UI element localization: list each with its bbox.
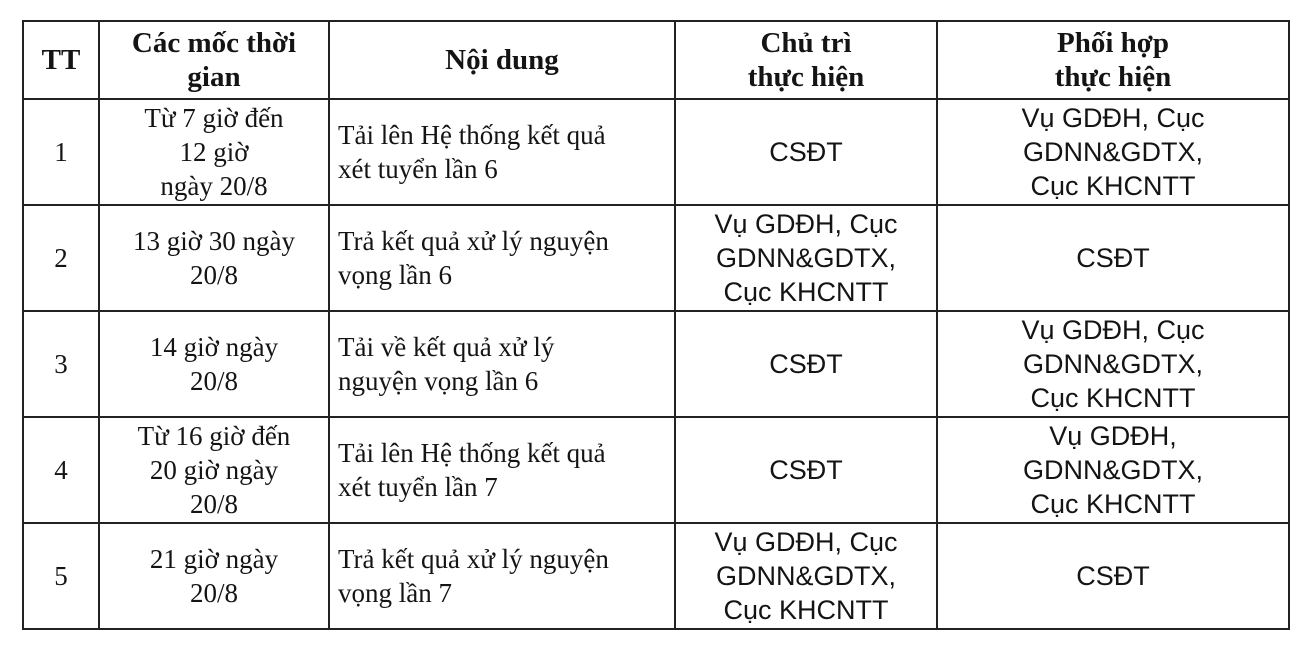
cell-content bbox=[329, 311, 675, 417]
cell-tt-text: 4 bbox=[54, 455, 68, 485]
cell-tt bbox=[23, 205, 99, 311]
cell-lead-line: Vụ GDĐH, Cục bbox=[714, 209, 898, 239]
cell-lead-line: CSĐT bbox=[769, 455, 843, 485]
cell-coop-line: GDNN&GDTX, bbox=[1022, 137, 1203, 167]
cell-time-line: Từ 16 giờ đến bbox=[137, 421, 291, 451]
cell-lead bbox=[675, 205, 937, 311]
cell-coop bbox=[937, 205, 1289, 311]
schedule-table bbox=[22, 20, 1290, 630]
cell-coop-line: Cục KHCNTT bbox=[1030, 489, 1196, 519]
header-time: Các mốc thời gian bbox=[99, 21, 329, 99]
cell-coop bbox=[937, 523, 1289, 629]
cell-time bbox=[99, 205, 329, 311]
cell-content-line: Tải về kết quả xử lý bbox=[338, 332, 555, 362]
cell-coop bbox=[937, 99, 1289, 205]
cell-time-line: 20/8 bbox=[189, 489, 238, 519]
cell-time-line: 20/8 bbox=[189, 260, 238, 290]
cell-content-line: Tải lên Hệ thống kết quả bbox=[338, 120, 606, 150]
header-lead: Chủ trì thực hiện bbox=[675, 21, 937, 99]
cell-lead-line: GDNN&GDTX, bbox=[715, 561, 896, 591]
cell-time-line: 20/8 bbox=[189, 366, 238, 396]
cell-time bbox=[99, 523, 329, 629]
cell-coop-line: Cục KHCNTT bbox=[1030, 171, 1196, 201]
table-row bbox=[23, 205, 1289, 311]
cell-lead bbox=[675, 99, 937, 205]
cell-lead bbox=[675, 311, 937, 417]
cell-lead bbox=[675, 417, 937, 523]
cell-time-line: 20 giờ ngày bbox=[149, 455, 279, 485]
header-tt: TT bbox=[23, 21, 99, 99]
cell-coop-line: GDNN&GDTX, bbox=[1022, 349, 1203, 379]
table-body bbox=[23, 99, 1289, 629]
header-coop: Phối hợp thực hiện bbox=[937, 21, 1289, 99]
cell-tt bbox=[23, 417, 99, 523]
cell-coop-line: CSĐT bbox=[1076, 243, 1150, 273]
cell-lead bbox=[675, 523, 937, 629]
table-row bbox=[23, 523, 1289, 629]
cell-time-line: ngày 20/8 bbox=[160, 171, 268, 201]
table-row bbox=[23, 99, 1289, 205]
cell-content bbox=[329, 99, 675, 205]
cell-time bbox=[99, 99, 329, 205]
cell-content bbox=[329, 205, 675, 311]
cell-coop bbox=[937, 311, 1289, 417]
header-content: Nội dung bbox=[329, 21, 675, 99]
cell-coop-line: GDNN&GDTX, bbox=[1022, 455, 1203, 485]
cell-coop-line: CSĐT bbox=[1076, 561, 1150, 591]
cell-lead-line: GDNN&GDTX, bbox=[715, 243, 896, 273]
cell-content-line: xét tuyển lần 6 bbox=[338, 154, 498, 184]
cell-coop-line: Vụ GDĐH, Cục bbox=[1021, 315, 1205, 345]
cell-content-line: vọng lần 6 bbox=[338, 260, 452, 290]
cell-lead-line: CSĐT bbox=[769, 137, 843, 167]
cell-coop-line: Vụ GDĐH, Cục bbox=[1021, 103, 1205, 133]
cell-time-line: 21 giờ ngày bbox=[149, 544, 279, 574]
cell-content-line: Tải lên Hệ thống kết quả bbox=[338, 438, 606, 468]
cell-content-line: xét tuyển lần 7 bbox=[338, 472, 498, 502]
cell-tt bbox=[23, 311, 99, 417]
cell-time-line: 12 giờ bbox=[179, 137, 249, 167]
cell-time-line: 14 giờ ngày bbox=[149, 332, 279, 362]
table-header bbox=[23, 21, 1289, 99]
cell-lead-line: CSĐT bbox=[769, 349, 843, 379]
cell-tt-text: 5 bbox=[54, 561, 68, 591]
cell-coop-line: Cục KHCNTT bbox=[1030, 383, 1196, 413]
cell-tt-text: 3 bbox=[54, 349, 68, 379]
cell-content bbox=[329, 417, 675, 523]
cell-time bbox=[99, 311, 329, 417]
cell-content-line: nguyện vọng lần 6 bbox=[338, 366, 539, 396]
table-row bbox=[23, 311, 1289, 417]
cell-time bbox=[99, 417, 329, 523]
cell-content bbox=[329, 523, 675, 629]
cell-tt-text: 2 bbox=[54, 243, 68, 273]
cell-coop-line: Vụ GDĐH, bbox=[1049, 421, 1177, 451]
cell-tt bbox=[23, 99, 99, 205]
cell-tt bbox=[23, 523, 99, 629]
cell-time-line: Từ 7 giờ đến bbox=[144, 103, 284, 133]
table-row bbox=[23, 417, 1289, 523]
cell-content-line: Trả kết quả xử lý nguyện bbox=[338, 226, 609, 256]
cell-lead-line: Vụ GDĐH, Cục bbox=[714, 527, 898, 557]
header-row bbox=[23, 21, 1289, 99]
cell-coop bbox=[937, 417, 1289, 523]
cell-time-line: 20/8 bbox=[189, 578, 238, 608]
cell-lead-line: Cục KHCNTT bbox=[723, 595, 889, 625]
cell-tt-text: 1 bbox=[54, 137, 68, 167]
cell-content-line: vọng lần 7 bbox=[338, 578, 452, 608]
cell-content-line: Trả kết quả xử lý nguyện bbox=[338, 544, 609, 574]
cell-time-line: 13 giờ 30 ngày bbox=[132, 226, 295, 256]
cell-lead-line: Cục KHCNTT bbox=[723, 277, 889, 307]
